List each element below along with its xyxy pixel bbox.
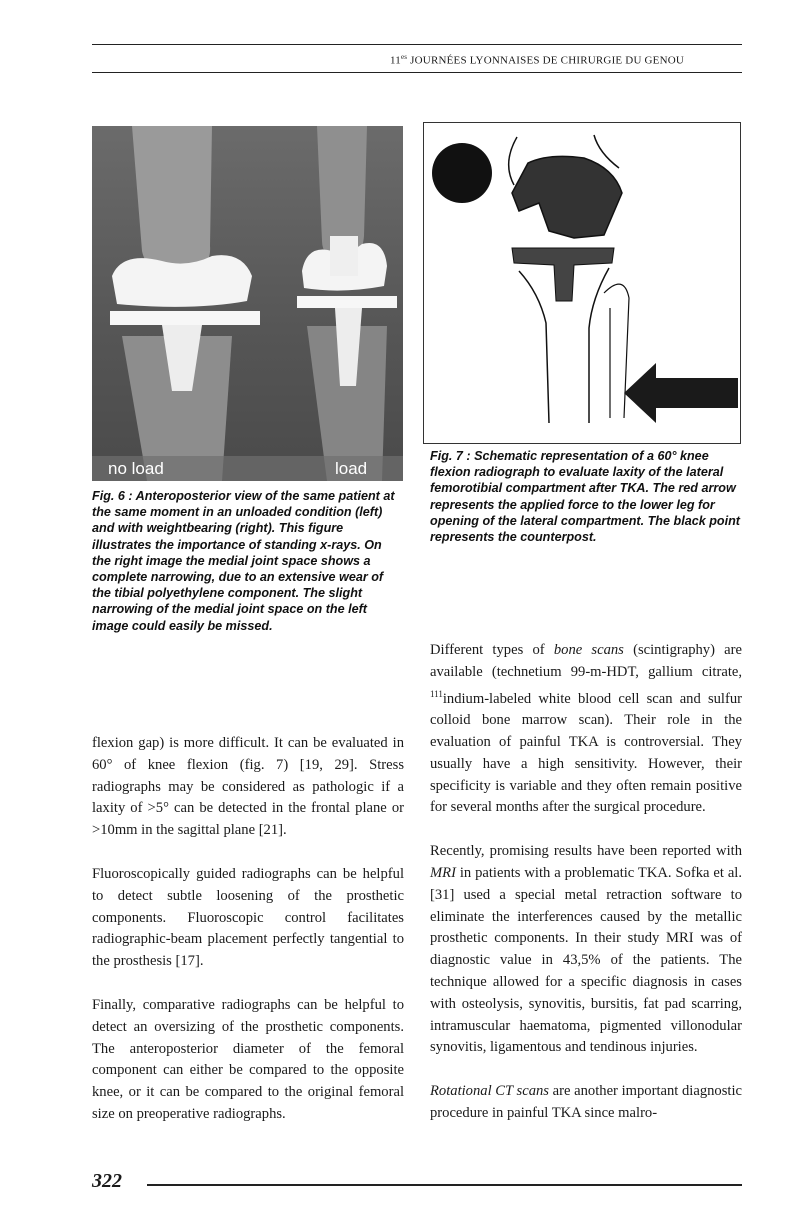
left-paragraph-1: flexion gap) is more difficult. It can be evaluated in 60° of knee flexion (fig. 7) [19, 29]. Stress radiographs may be considered as pathologic if a laxity of >5° can be detected in the frontal plane or >10mm in the sagittal plane [21]. bbox=[92, 735, 404, 839]
xray-label-load: load bbox=[335, 459, 368, 478]
figure-6-caption: Fig. 6 : Anteroposterior view of the same patient at the same moment in an unloaded condition (left) and with weightbearing (right). This figure illustrates the importance of standing x-rays. On the right image the medial joint space shows a complete narrowing, due to an extensive wear of the tibial polyethylene component. The slight narrowing of the medial joint space on the left image could easily be missed. bbox=[92, 489, 395, 633]
figure-7-schematic bbox=[423, 122, 741, 444]
figure-7-caption: Fig. 7 : Schematic representation of a 60° knee flexion radiograph to evaluate laxity of the lateral femorotibial compartment after TKA. The red arrow represents the applied force to the lower leg for opening of the lateral compartment. The black point represents the counterpost. bbox=[430, 449, 740, 545]
xray-label-no-load: no load bbox=[108, 459, 164, 478]
femoral-component-shape bbox=[512, 156, 622, 238]
tibial-tray-shape bbox=[512, 248, 614, 301]
left-paragraph-2: Fluoroscopically guided radiographs can be helpful to detect subtle loosening of the prosthetic components. Fluoroscopic control facilitates radiographic-beam placement perfectly tangential to the prosthesis [17]. bbox=[92, 865, 404, 970]
right-paragraph-2: Recently, promising results have been reported with MRI in patients with a problematic TKA. Sofka et al. [31] used a special metal retraction software to eliminate the interferences caused by the metallic prosthetic components. In their study MRI was of diagnostic value in 43,5% of the patients. The technique allowed for a specific diagnosis in cases with osteolysis, synovitis, bursitis, fat pad scarring, intramuscular haematoma, pigmented villonodular synovitis, ligamentous and tendinous injuries. bbox=[430, 843, 742, 1056]
applied-force-arrow-icon bbox=[624, 363, 738, 423]
page-number: 322 bbox=[92, 1170, 122, 1192]
right-paragraph-3: Rotational CT scans are another important diagnostic procedure in painful TKA since malro- bbox=[430, 1083, 742, 1121]
right-column-text bbox=[430, 640, 742, 1125]
left-column-text bbox=[92, 733, 404, 1126]
header-rule-bottom bbox=[92, 72, 742, 73]
left-paragraph-3: Finally, comparative radiographs can be helpful to detect an oversizing of the prosthetic components. The anteroposterior diameter of the femoral component can either be compared to the opposite knee, or it can be compared to the original femoral size on preoperative radiographs. bbox=[92, 996, 404, 1122]
footer-rule bbox=[147, 1184, 742, 1186]
header-rule-top bbox=[92, 44, 742, 45]
running-header: $11^{es}$ JOURNÉES LYONNAISES DE CHIRURGIE DU GENOU bbox=[390, 53, 685, 67]
figure-6-xray-image bbox=[92, 126, 403, 481]
right-paragraph-1: Different types of bone scans (scintigraphy) are available (technetium 99-m-HDT, gallium citrate, $^{111}$indium-labeled white blood cell scan and sulfur colloid bone marrow scan). Their role in the evaluation of painful TKA is controversial. They usually have a high sensitivity. However, their specificity is variable and they often remain positive for several months after the surgical procedure. bbox=[430, 642, 742, 816]
counterpost-point-icon bbox=[432, 143, 492, 203]
